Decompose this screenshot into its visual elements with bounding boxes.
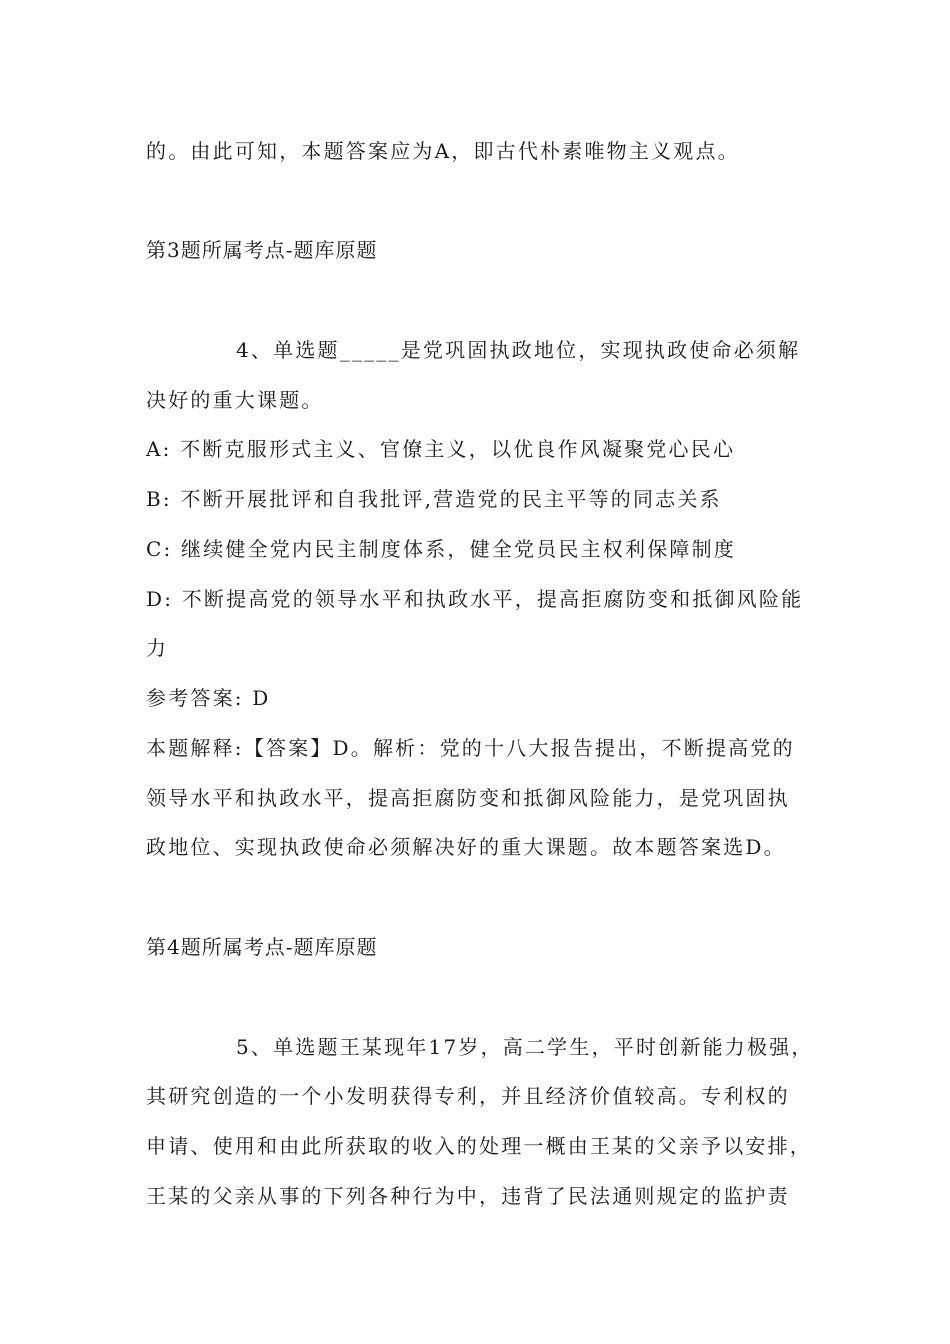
q4-explanation-line2: 领导水平和执政水平，提高拒腐防变和抵御风险能力，是党巩固执 — [146, 786, 790, 810]
q5-stem-line4: 王某的父亲从事的下列各种行为中，违背了民法通则规定的监护责 — [146, 1184, 790, 1208]
q4-answer: 参考答案: D — [146, 686, 271, 710]
q4-option-d-line1: D: 不断提高党的领导水平和执政水平，提高拒腐防变和抵御风险能 — [146, 587, 804, 611]
q4-option-c: C: 继续健全党内民主制度体系，健全党员民主权利保障制度 — [146, 537, 736, 561]
q4-explanation-line3: 政地位、实现执政使命必须解决好的重大课题。故本题答案选D。 — [146, 835, 786, 859]
q4-topic-label: 第4题所属考点-题库原题 — [146, 935, 378, 959]
q4-option-a: A: 不断克服形式主义、官僚主义，以优良作风凝聚党心民心 — [146, 437, 736, 461]
q5-stem-line2: 其研究创造的一个小发明获得专利，并且经济价值较高。专利权的 — [146, 1084, 790, 1108]
q5-stem-line3: 申请、使用和由此所获取的收入的处理一概由王某的父亲予以安排， — [146, 1134, 812, 1158]
q4-option-b: B: 不断开展批评和自我批评,营造党的民主平等的同志关系 — [146, 487, 722, 511]
q4-stem-line2: 决好的重大课题。 — [146, 388, 324, 412]
q4-option-d-line2: 力 — [146, 636, 169, 660]
q3-topic-label: 第3题所属考点-题库原题 — [146, 238, 378, 262]
q3-explanation-end: 的。由此可知，本题答案应为A，即古代朴素唯物主义观点。 — [146, 139, 740, 163]
q5-stem-line1: 5、单选题王某现年17岁，高二学生，平时创新能力极强， — [236, 1035, 814, 1059]
q4-stem-line1: 4、单选题_____是党巩固执政地位，实现执政使命必须解 — [236, 338, 801, 362]
q4-explanation-line1: 本题解释:【答案】D。解析：党的十八大报告提出，不断提高党的 — [146, 736, 795, 760]
